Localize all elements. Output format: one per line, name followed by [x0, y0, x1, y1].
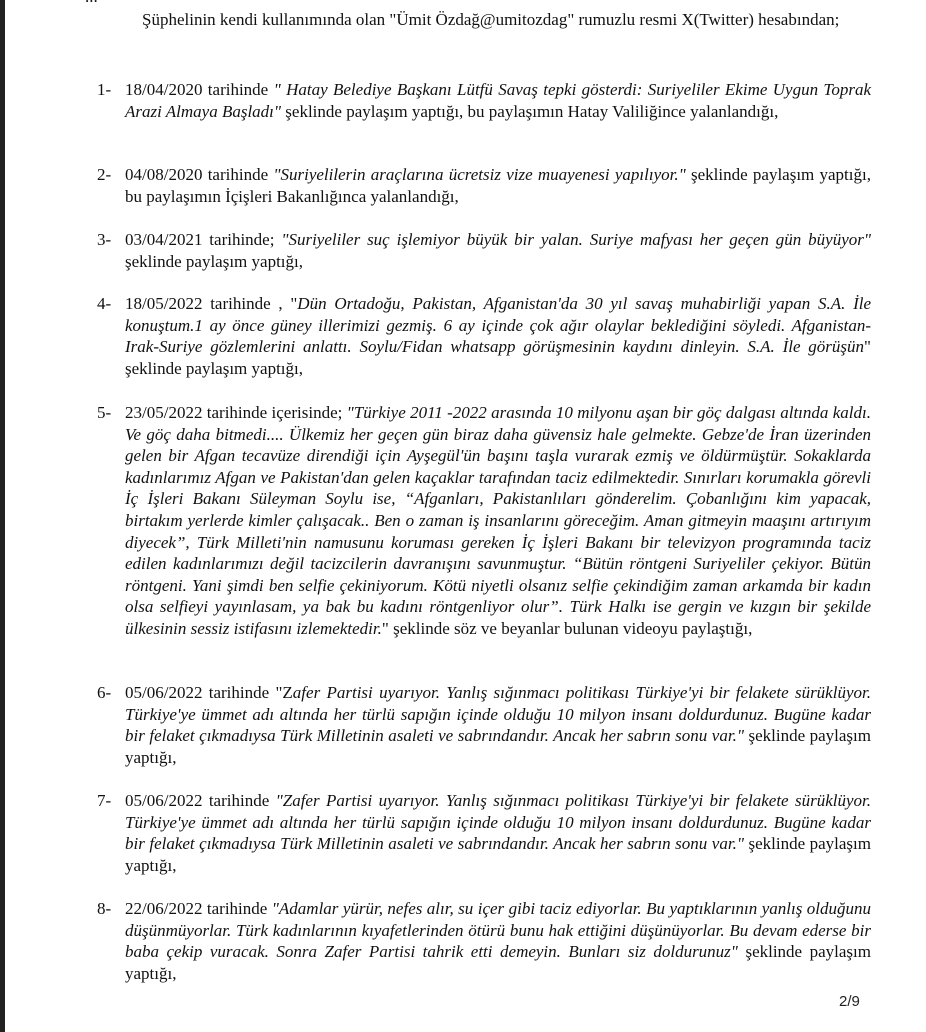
item-body	[125, 293, 871, 379]
item-body	[125, 229, 871, 272]
list-item-7	[97, 790, 871, 876]
item-date: 22/06/2022 tarihinde	[125, 899, 272, 918]
item-body	[125, 790, 871, 876]
item-number: 3-	[97, 230, 112, 249]
intro-paragraph	[85, 9, 871, 31]
item-number: 7-	[97, 791, 112, 810]
item-date: 18/04/2020 tarihinde	[125, 80, 274, 99]
clipped-previous-text	[85, 0, 98, 8]
item-number: 4-	[97, 294, 112, 313]
item-number: 1-	[97, 80, 112, 99]
item-suffix: " şeklinde söz ve beyanlar bulunan videoyu paylaştığı,	[381, 618, 753, 638]
item-quote: "Türkiye 2011 -2022 arasında 10 milyonu aşan bir göç dalgası altında kaldı. Ve göç daha bitmedi.... Ülkemiz her geçen gün biraz daha güvensiz hale gelmekte. Gebze'de İran üzerinden gelen bir Afgan tecavüze direndiği için Ayşegül'ün başını taşla vurarak ezmiş ve öldürmüştür. Sokaklarda kadınlarımız Afgan ve Pakistan'dan gelen kaçaklar tarafından taciz edilmektedir. Sınırları korumakla görevli İç İşleri Bakanı Süleyman Soylu ise, “Afganları, Pakistanlıları gönderelim. Çobanlığını kim yapacak, birtakım yerlerde kimler çalışacak.. Ben o zaman iş insanlarını göreceğim. Aman gitmeyin maaşını artırıyım diyecek”, Türk Milleti'nin namusunu koruması gereken İç İşleri Bakanı bir televizyon programında taciz edilen kadınlarımızı değil tacizcilerin davranışını savunmuştur. “Bütün röntgeni Suriyeliler çekiyor. Bütün röntgeni. Yani şimdi ben selfie çekiniyorum. Kötü niyetli olsanız selfie çekindiğim zaman arkamda bir kadın olsa selfieyi yayınlasam, ya bak bu kadını röntgenliyor olur”. Türk Halkı ise gergin ve kızgın bir şekilde ülkesinin sessiz istifasını izlemektedir.	[125, 403, 871, 638]
item-date: 23/05/2022 tarihinde içerisinde;	[125, 403, 347, 422]
item-suffix: şeklinde paylaşım yaptığı,	[125, 942, 871, 983]
item-suffix: " şeklinde paylaşım yaptığı,	[125, 337, 871, 378]
item-quote: "Suriyelilerin araçlarına ücretsiz vize muayenesi yapılıyor."	[273, 165, 686, 184]
item-quote: afer Partisi uyarıyor. Yanlış sığınmacı politikası Türkiye'yi bir felakete sürüklüyor. Türkiye'ye ümmet adı altında her türlü sapığın içinde olduğu 10 milyon insanı doldurdunuz. Bugüne kadar bir felaket çıkmadıysa Türk Milletinin asaleti ve sabrındandır. Ancak her sabrın sonu var."	[125, 683, 871, 746]
item-date: 18/05/2022 tarihinde , "	[125, 294, 298, 313]
item-number: 2-	[97, 165, 112, 184]
item-quote: "Suriyeliler suç işlemiyor büyük bir yalan. Suriye mafyası her geçen gün büyüyor"	[281, 230, 871, 249]
item-body	[125, 79, 871, 122]
item-suffix: şeklinde paylaşım yaptığı,	[125, 251, 303, 271]
item-suffix: şeklinde paylaşım yaptığı,	[125, 726, 871, 767]
intro-text: Şüphelinin kendi kullanımında olan "Ümit Özdağ@umitozdag" rumuzlu resmi X(Twitter) hesabından;	[142, 10, 840, 29]
list-item-4	[97, 293, 871, 379]
page-number: 2/9	[839, 993, 860, 1010]
item-number: 6-	[97, 683, 112, 702]
item-body	[125, 402, 871, 640]
item-suffix: şeklinde paylaşım yaptığı,	[125, 834, 871, 875]
item-body	[125, 164, 871, 207]
item-date: 03/04/2021 tarihinde;	[125, 230, 282, 249]
item-body	[125, 898, 871, 984]
item-quote: Dün Ortadoğu, Pakistan, Afganistan'da 30 yıl savaş muhabirliği yapan S.A. İle konuştum.1 ay önce güney illerimizi gezmiş. 6 ay içinde çok ağır olaylar beklediğini söyledi. Afganistan-Irak-Suriye gözlemlerini anlattı. Soylu/Fidan whatsapp görüşmesinin kaydını dinleyin. S.A. İle görüşün	[125, 294, 872, 357]
item-date: 05/06/2022 tarihinde "Z	[125, 683, 293, 702]
viewer-left-edge	[0, 0, 5, 1032]
item-quote: "Adamlar yürür, nefes alır, su içer gibi taciz ediyorlar. Bu yaptıklarının yanlış olduğunu düşünmüyorlar. Türk kadınlarının kıyafetlerinden ötürü bunu hak ettiğini düşünüyorlar. Bu devam ederse bir baba çekip vuracak. Sonra Zafer Partisi tahrik etti demeyin. Bunları siz doldurunuz"	[125, 899, 871, 962]
item-date: 05/06/2022 tarihinde	[125, 791, 276, 810]
item-number: 5-	[97, 403, 112, 422]
item-body	[125, 682, 871, 768]
list-item-8	[97, 898, 871, 984]
list-item-5	[97, 402, 871, 640]
item-suffix: şeklinde paylaşım yaptığı, bu paylaşımın İçişleri Bakanlığınca yalanlandığı,	[125, 165, 871, 206]
list-item-1	[97, 79, 871, 122]
item-date: 04/08/2020 tarihinde	[125, 165, 274, 184]
list-item-3	[97, 229, 871, 272]
list-item-2	[97, 164, 871, 207]
list-item-6	[97, 682, 871, 768]
item-quote: " Hatay Belediye Başkanı Lütfü Savaş tepki gösterdi: Suriyeliler Ekime Uygun Toprak Arazi Almaya Başladı"	[125, 80, 871, 121]
item-number: 8-	[97, 899, 112, 918]
item-suffix: şeklinde paylaşım yaptığı, bu paylaşımın Hatay Valiliğince yalanlandığı,	[281, 101, 779, 121]
item-quote: "Zafer Partisi uyarıyor. Yanlış sığınmacı politikası Türkiye'yi bir felakete sürüklüyor. Türkiye'ye ümmet adı altında her türlü sapığın içinde olduğu 10 milyon insanı doldurdunuz. Bugüne kadar bir felaket çıkmadıysa Türk Milletinin asaleti ve sabrındandır. Ancak her sabrın sonu var."	[125, 791, 871, 854]
